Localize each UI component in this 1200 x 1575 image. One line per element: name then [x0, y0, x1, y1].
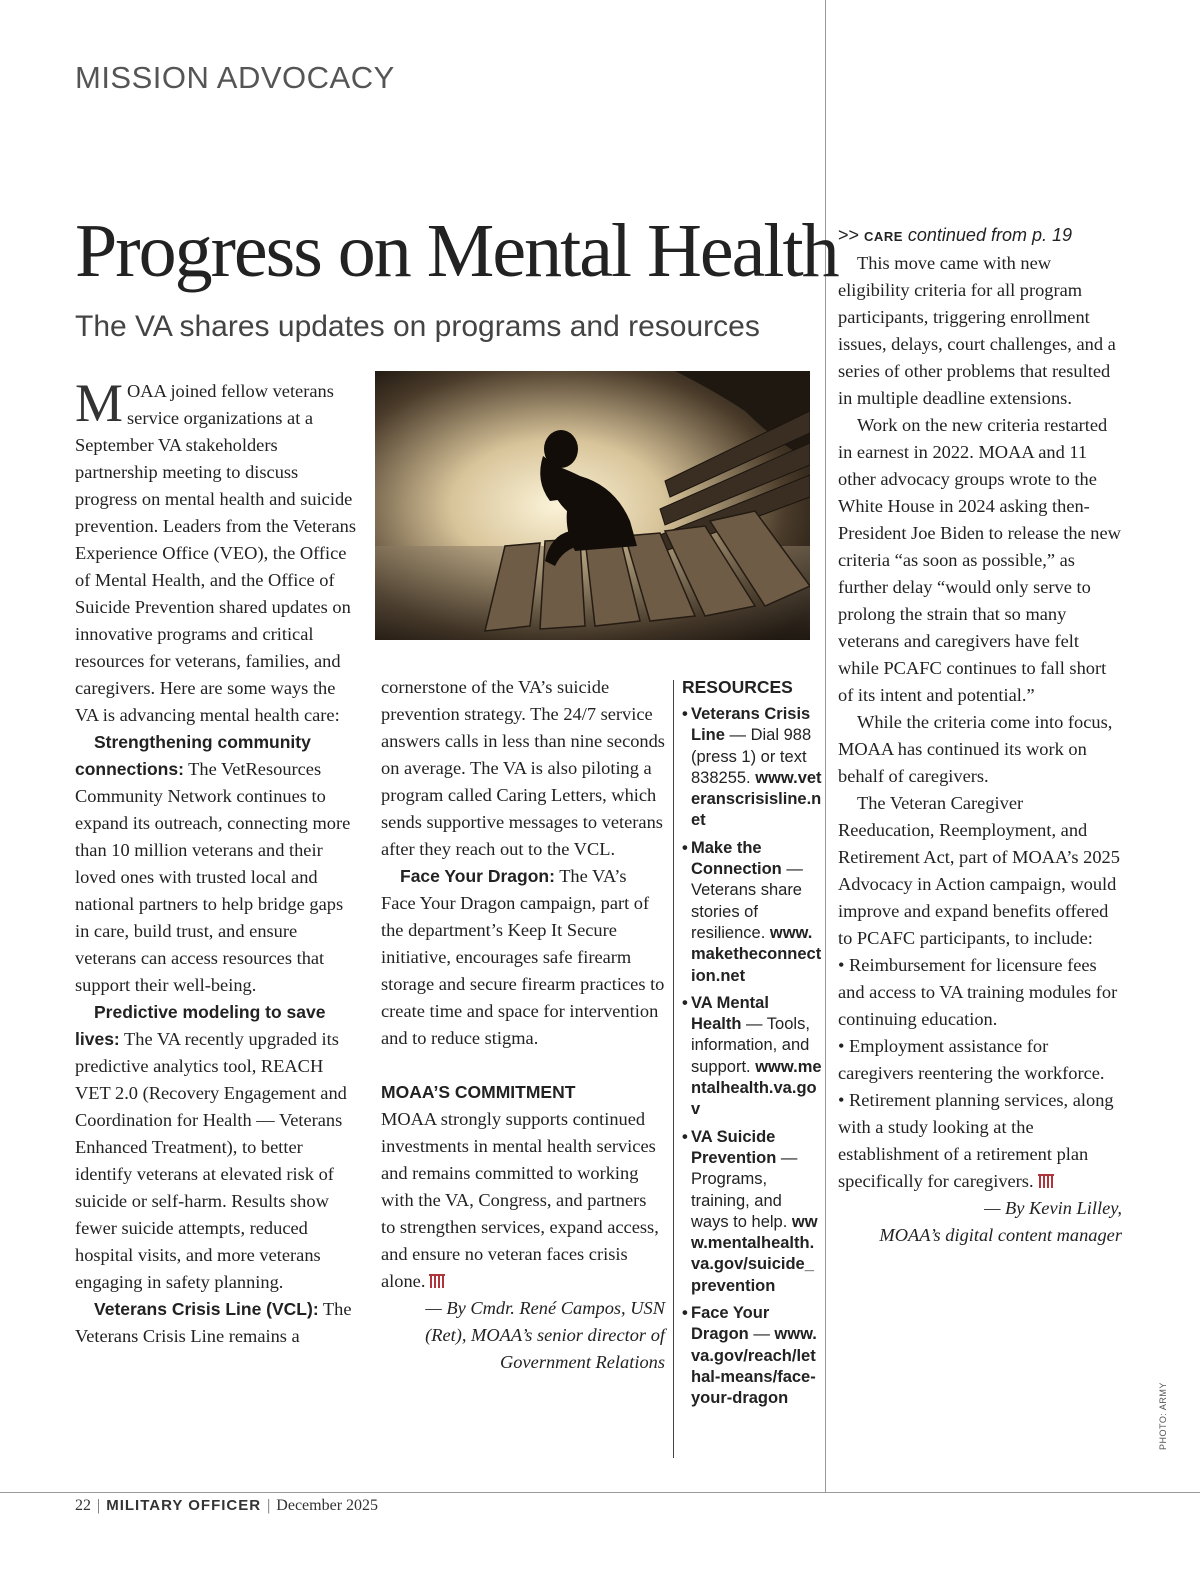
text-predictive: The VA recently upgraded its predictive analytics tool, REACH VET 2.0 (Recovery Engagement and Coordination for Health — Veterans Enhanced Treatment), to better identify veterans at elevated risk of suicide or self-harm. Results show fewer suicide attempts, reduced hospital visits, and more veterans engaging in safety planning. — [75, 1029, 347, 1292]
resource-desc: — — [748, 1325, 775, 1344]
resource-item — [682, 993, 822, 1121]
section-label: MISSION ADVOCACY — [75, 60, 395, 95]
lead-dragon: Face Your Dragon: — [400, 866, 555, 886]
continued-from — [838, 222, 1122, 250]
resources-sidebar — [682, 674, 822, 1416]
paragraph-vcl — [75, 1296, 357, 1350]
commitment-heading: MOAA’S COMMITMENT — [381, 1082, 576, 1102]
care-bullet — [838, 1087, 1122, 1195]
cont-word: CARE — [864, 229, 903, 244]
resource-item — [682, 704, 822, 832]
vcl-continued: cornerstone of the VA’s suicide prevention strategy. The 24/7 service answers calls in less than nine seconds on average. The VA is also piloting a program called Caring Letters, which sends supportive messages to veterans after they reach out to the VCL. — [381, 677, 665, 859]
resource-item — [682, 838, 822, 987]
end-mark-icon — [1038, 1174, 1054, 1188]
commitment-text: MOAA strongly supports continued investments in mental health services and remains committed to working with the VA, Congress, and partners to strengthen services, expand access, and ensure no veteran faces crisis alone. — [381, 1109, 659, 1291]
article-column-1 — [75, 373, 357, 1350]
resource-item — [682, 1127, 822, 1297]
care-paragraph-3: While the criteria come into focus, MOAA has continued its work on behalf of caregivers. — [838, 712, 1113, 786]
resource-desc: — Tools, information, and support. — [691, 1015, 810, 1076]
resource-title: VA Mental Health — [691, 993, 769, 1034]
resource-title: Face Your Dragon — [691, 1304, 770, 1344]
page-title: Progress on Mental Health — [75, 209, 838, 293]
text-vcl-start: The Veterans Crisis Line remains a — [75, 1299, 352, 1346]
paragraph-predictive — [75, 999, 357, 1296]
resource-link[interactable]: www.veteranscrisisline.net — [691, 768, 822, 830]
issue-date: December 2025 — [276, 1497, 379, 1514]
care-column — [838, 225, 1122, 1249]
intro-text: OAA joined fellow veterans service organizations at a September VA stakeholders partnership meeting to discuss progress on mental health and suicide prevention. Leaders from the Veterans Experience Office (VEO), the Office of Mental Health, and the Office of Suicide Prevention shared updates on innovative programs and critical resources for veterans, families, and caregivers. Here are some ways the VA is advancing mental health care: — [75, 381, 357, 725]
care-bullet: • Reimbursement for licensure fees and access to VA training modules for continuing education. — [838, 955, 1118, 1029]
page-footer: 22 | MILITARY OFFICER | December 2025 — [75, 1497, 379, 1514]
byline-lilley-2: MOAA’s digital content manager — [879, 1225, 1122, 1245]
resource-desc: — Dial 988 (press 1) or text 838255. — [691, 726, 812, 787]
resource-link[interactable]: www.va.gov/reach/lethal-means/face-your-dragon — [691, 1325, 817, 1408]
text-dragon: The VA’s Face Your Dragon campaign, part of the department’s Keep It Secure initiative, encourages safe firearm storage and secure firearm practices to create time and space for intervention and to reduce stigma. — [381, 866, 665, 1048]
byline-campos-3: Government Relations — [500, 1352, 665, 1372]
commitment-paragraph — [381, 1106, 665, 1295]
resource-link[interactable]: www.mentalhealth.va.gov — [691, 1057, 822, 1119]
care-paragraph-2: Work on the new criteria restarted in earnest in 2022. MOAA and 11 other advocacy groups wrote to the White House in 2024 asking then-President Joe Biden to release the new criteria “as soon as possible,” as further delay “would only serve to prolong the strain that so many veterans and caregivers have felt while PCAFC continues to fall short of its intent and potential.” — [838, 415, 1121, 705]
resource-link[interactable]: www.maketheconnection.net — [691, 923, 822, 985]
resource-title: Veterans Crisis Line — [691, 705, 811, 745]
resource-desc: — Programs, training, and ways to help. — [691, 1148, 798, 1231]
resource-title: VA Suicide Prevention — [691, 1127, 777, 1167]
paragraph-community — [75, 729, 357, 999]
resources-divider — [673, 680, 674, 1458]
paragraph-dragon — [381, 863, 665, 1052]
man-on-bench-image — [375, 371, 810, 640]
resource-item — [682, 1303, 822, 1409]
text-community: The VetResources Community Network continues to expand its outreach, connecting more than 10 million veterans and their loved ones with trusted local and national partners to help bridge gaps in care, build trust, and ensure veterans can access resources that support their well-being. — [75, 759, 351, 995]
byline-campos-2: (Ret), MOAA’s senior director of — [425, 1325, 665, 1345]
care-paragraph-4: The Veteran Caregiver Reeducation, Reemployment, and Retirement Act, part of MOAA’s 2025 Advocacy in Action campaign, would improve and expand benefits offered to PCAFC participants, to include: — [838, 793, 1120, 948]
cont-marker: >> — [838, 225, 860, 245]
lead-community: Strengthening community connections: — [75, 732, 311, 779]
care-bullet-text: • Retirement planning services, along with a study looking at the establishment of a retirement plan specifically for caregivers. — [838, 1090, 1114, 1191]
byline-campos-1: — By Cmdr. René Campos, USN — [425, 1298, 665, 1318]
drop-cap: M — [75, 373, 124, 433]
byline-lilley-1: — By Kevin Lilley, — [984, 1198, 1122, 1218]
cont-page[interactable]: continued from p. 19 — [902, 225, 1072, 245]
lead-predictive: Predictive modeling to save lives: — [75, 1002, 326, 1049]
end-mark-icon — [429, 1274, 445, 1288]
care-bullet: • Employment assistance for caregivers reentering the workforce. — [838, 1036, 1105, 1083]
resource-desc: — Veterans share stories of resilience. — [691, 860, 803, 942]
intro-paragraph — [75, 373, 357, 729]
resource-link[interactable]: www.mentalhealth.va.gov/suicide_prevention — [691, 1212, 818, 1295]
photo-credit: PHOTO: ARMY — [1158, 1382, 1168, 1450]
page-number: 22 — [75, 1497, 91, 1514]
care-paragraph-1: This move came with new eligibility criteria for all program participants, triggering enrollment issues, delays, court challenges, and a series of other problems that resulted in multiple deadline extensions. — [838, 253, 1116, 408]
resources-heading: RESOURCES — [682, 677, 793, 697]
resource-title: Make the Connection — [691, 838, 782, 879]
footer-rule — [0, 1492, 1200, 1493]
article-column-2 — [381, 674, 665, 1376]
article-photo — [375, 371, 810, 640]
magazine-name: MILITARY OFFICER — [106, 1497, 262, 1514]
lead-vcl: Veterans Crisis Line (VCL): — [94, 1299, 319, 1319]
subhead: The VA shares updates on programs and resources — [75, 310, 760, 343]
